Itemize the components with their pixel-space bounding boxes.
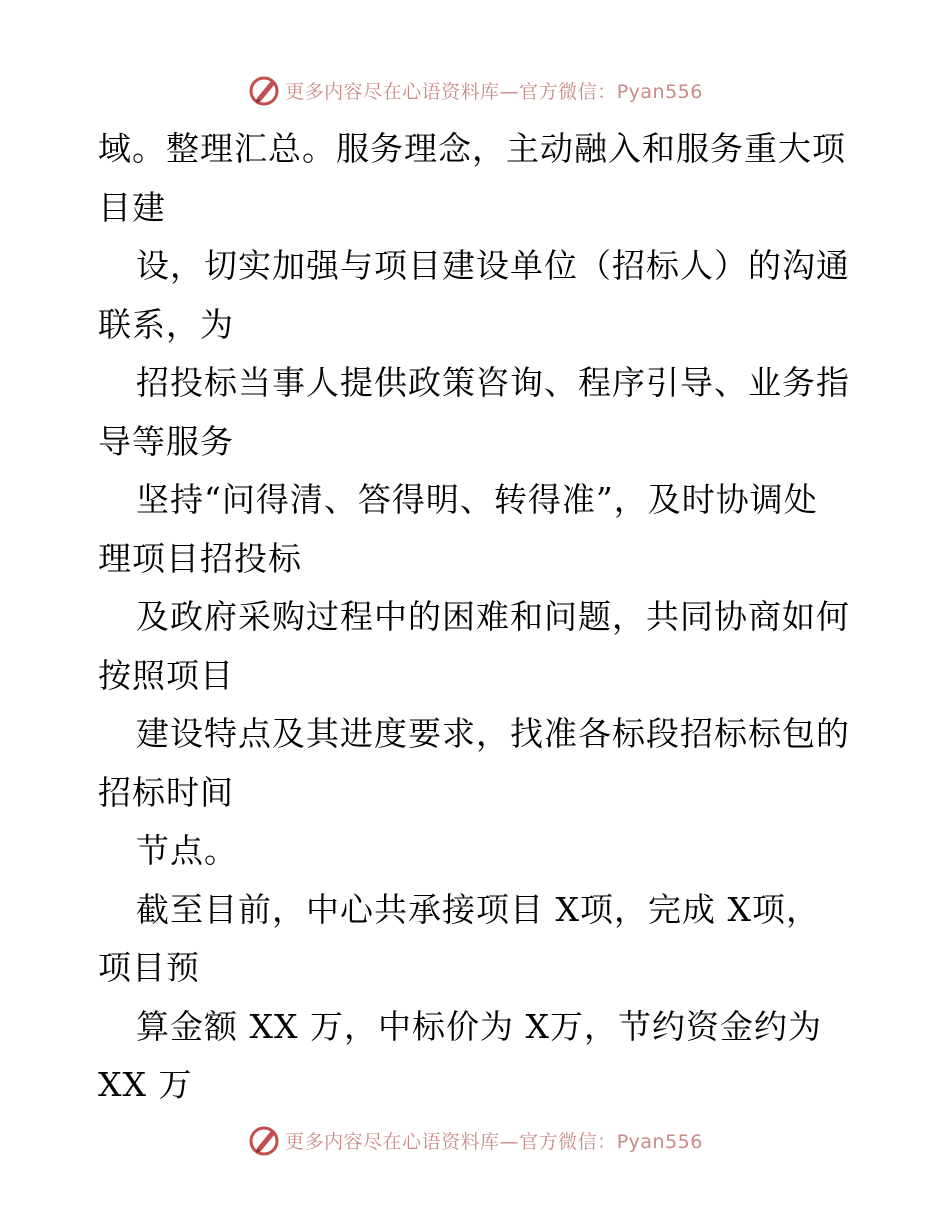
footer-watermark <box>0 1120 950 1160</box>
document-body <box>98 120 858 1115</box>
text-line: 截至目前，中心共承接项目 X项，完成 X项， <box>136 889 820 929</box>
watermark-site-text: 更多内容尽在心语资料库 <box>285 80 500 103</box>
watermark-separator: — <box>499 1130 520 1153</box>
text-line: 算金额 XX 万，中标价为 X万，节约资金约为 <box>136 1006 822 1046</box>
text-line: 项目预 <box>98 948 200 987</box>
watermark-site-text: 更多内容尽在心语资料库 <box>285 1130 500 1153</box>
text-line: 导等服务 <box>98 421 234 461</box>
text-line: 目建 <box>98 187 166 227</box>
text-line: 坚持“问得清、答得明、转得准”，及时协调处 <box>136 480 818 519</box>
pen-circle-logo-icon <box>247 73 281 107</box>
text-line: 及政府采购过程中的困难和问题，共同协商如何 <box>136 597 850 636</box>
text-line: 按照项目 <box>98 655 234 695</box>
text-line: 理项目招投标 <box>98 538 302 578</box>
text-line: 域。整理汇总。服务理念，主动融入和服务重大项 <box>98 129 846 168</box>
text-line: 节点。 <box>136 831 238 870</box>
text-line: 联系，为 <box>98 304 234 344</box>
watermark-contact-id: Pyan556 <box>616 1130 703 1153</box>
pen-circle-logo-icon <box>247 1123 281 1157</box>
text-line: 招投标当事人提供政策咨询、程序引导、业务指 <box>136 363 850 402</box>
text-line: 招标时间 <box>98 772 234 812</box>
watermark-contact-label: 官方微信： <box>519 1130 617 1153</box>
watermark-text <box>285 77 703 104</box>
text-line: 设，切实加强与项目建设单位（招标人）的沟通 <box>136 246 850 285</box>
header-watermark <box>0 70 950 110</box>
watermark-separator: — <box>499 80 520 103</box>
watermark-contact-id: Pyan556 <box>616 80 703 103</box>
text-line: XX 万 <box>98 1065 193 1104</box>
watermark-text <box>285 1127 703 1154</box>
watermark-group <box>247 73 703 107</box>
watermark-contact-label: 官方微信： <box>519 80 617 103</box>
text-line: 建设特点及其进度要求，找准各标段招标标包的 <box>136 714 850 753</box>
watermark-group <box>247 1123 703 1157</box>
